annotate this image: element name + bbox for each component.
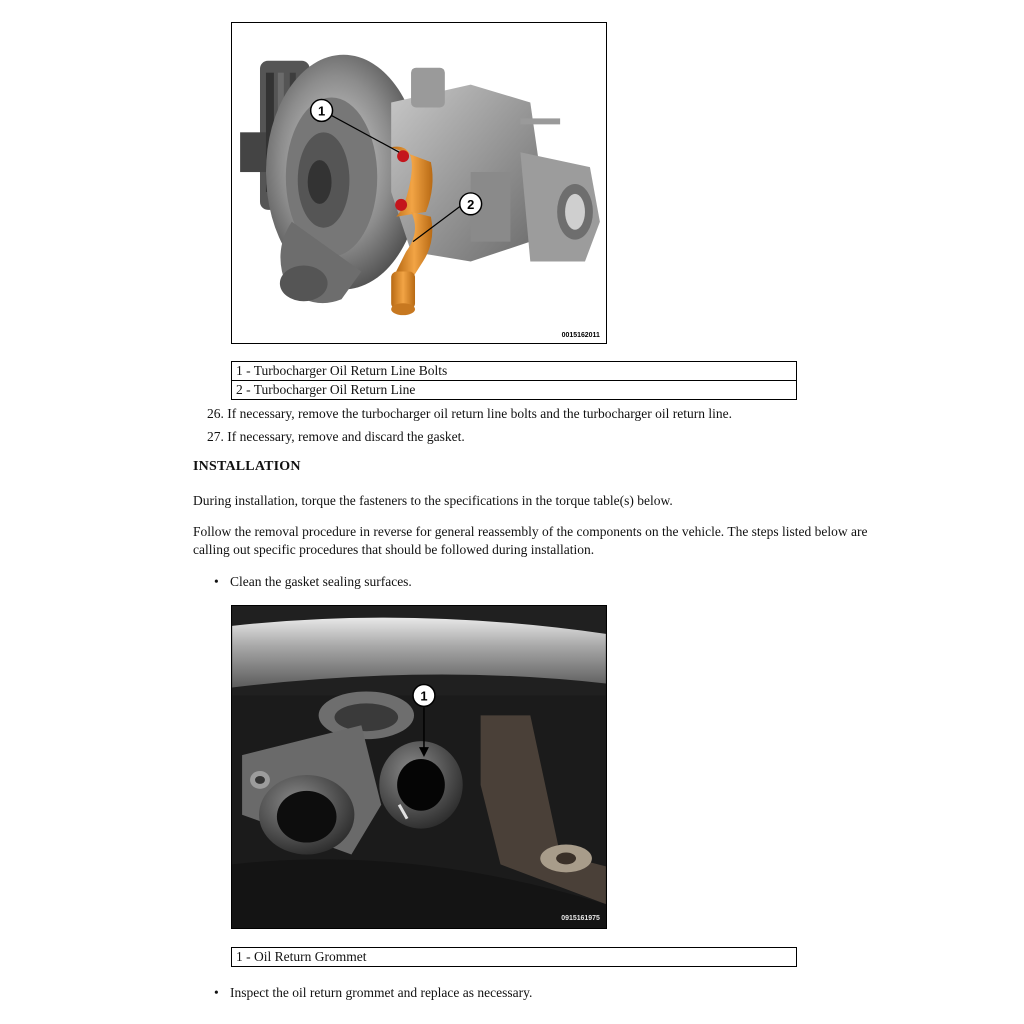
legend-table xyxy=(231,947,797,967)
section-heading: INSTALLATION xyxy=(193,459,301,474)
figure-id: 0915161975 xyxy=(561,915,600,923)
step-item xyxy=(207,405,732,423)
step-item xyxy=(207,428,465,446)
bullet-item: • Inspect the oil return grommet and replace as necessary. xyxy=(214,985,533,1000)
oil-return-grommet xyxy=(379,741,462,828)
bullet-icon: • xyxy=(214,985,219,1000)
callout-2 xyxy=(460,193,482,215)
bullet-item: • Clean the gasket sealing surfaces. xyxy=(214,574,412,589)
grommet-photo-drawing xyxy=(232,606,606,928)
legend-item: 2 - Turbocharger Oil Return Line xyxy=(232,381,797,400)
turbocharger-illustration xyxy=(231,22,607,344)
svg-text:1: 1 xyxy=(318,103,326,119)
bullet-icon: • xyxy=(214,574,219,589)
callout-1 xyxy=(413,685,435,707)
figure-id: 0015162011 xyxy=(561,332,600,340)
step-text: If necessary, remove the turbocharger oil return line bolts and the turbocharger oil return line. xyxy=(227,406,732,421)
svg-text:1: 1 xyxy=(420,688,428,704)
turbocharger-drawing xyxy=(232,23,606,343)
svg-text:2: 2 xyxy=(467,196,475,212)
step-number: 26. xyxy=(207,406,224,421)
step-text: If necessary, remove and discard the gasket. xyxy=(227,429,465,444)
paragraph: Follow the removal procedure in reverse for general reassembly of the components on the vehicle. The steps listed below are calling out specific procedures that should be followed during installation. xyxy=(193,524,868,557)
paragraph: During installation, torque the fasteners to the specifications in the torque table(s) below. xyxy=(193,493,673,508)
legend-table xyxy=(231,361,797,400)
legend-item: 1 - Turbocharger Oil Return Line Bolts xyxy=(232,362,797,381)
legend-item: 1 - Oil Return Grommet xyxy=(232,948,797,967)
callout-1 xyxy=(311,100,333,122)
step-number: 27. xyxy=(207,429,224,444)
oil-return-grommet-photo xyxy=(231,605,607,929)
return-line-bolt-lower xyxy=(395,199,407,211)
